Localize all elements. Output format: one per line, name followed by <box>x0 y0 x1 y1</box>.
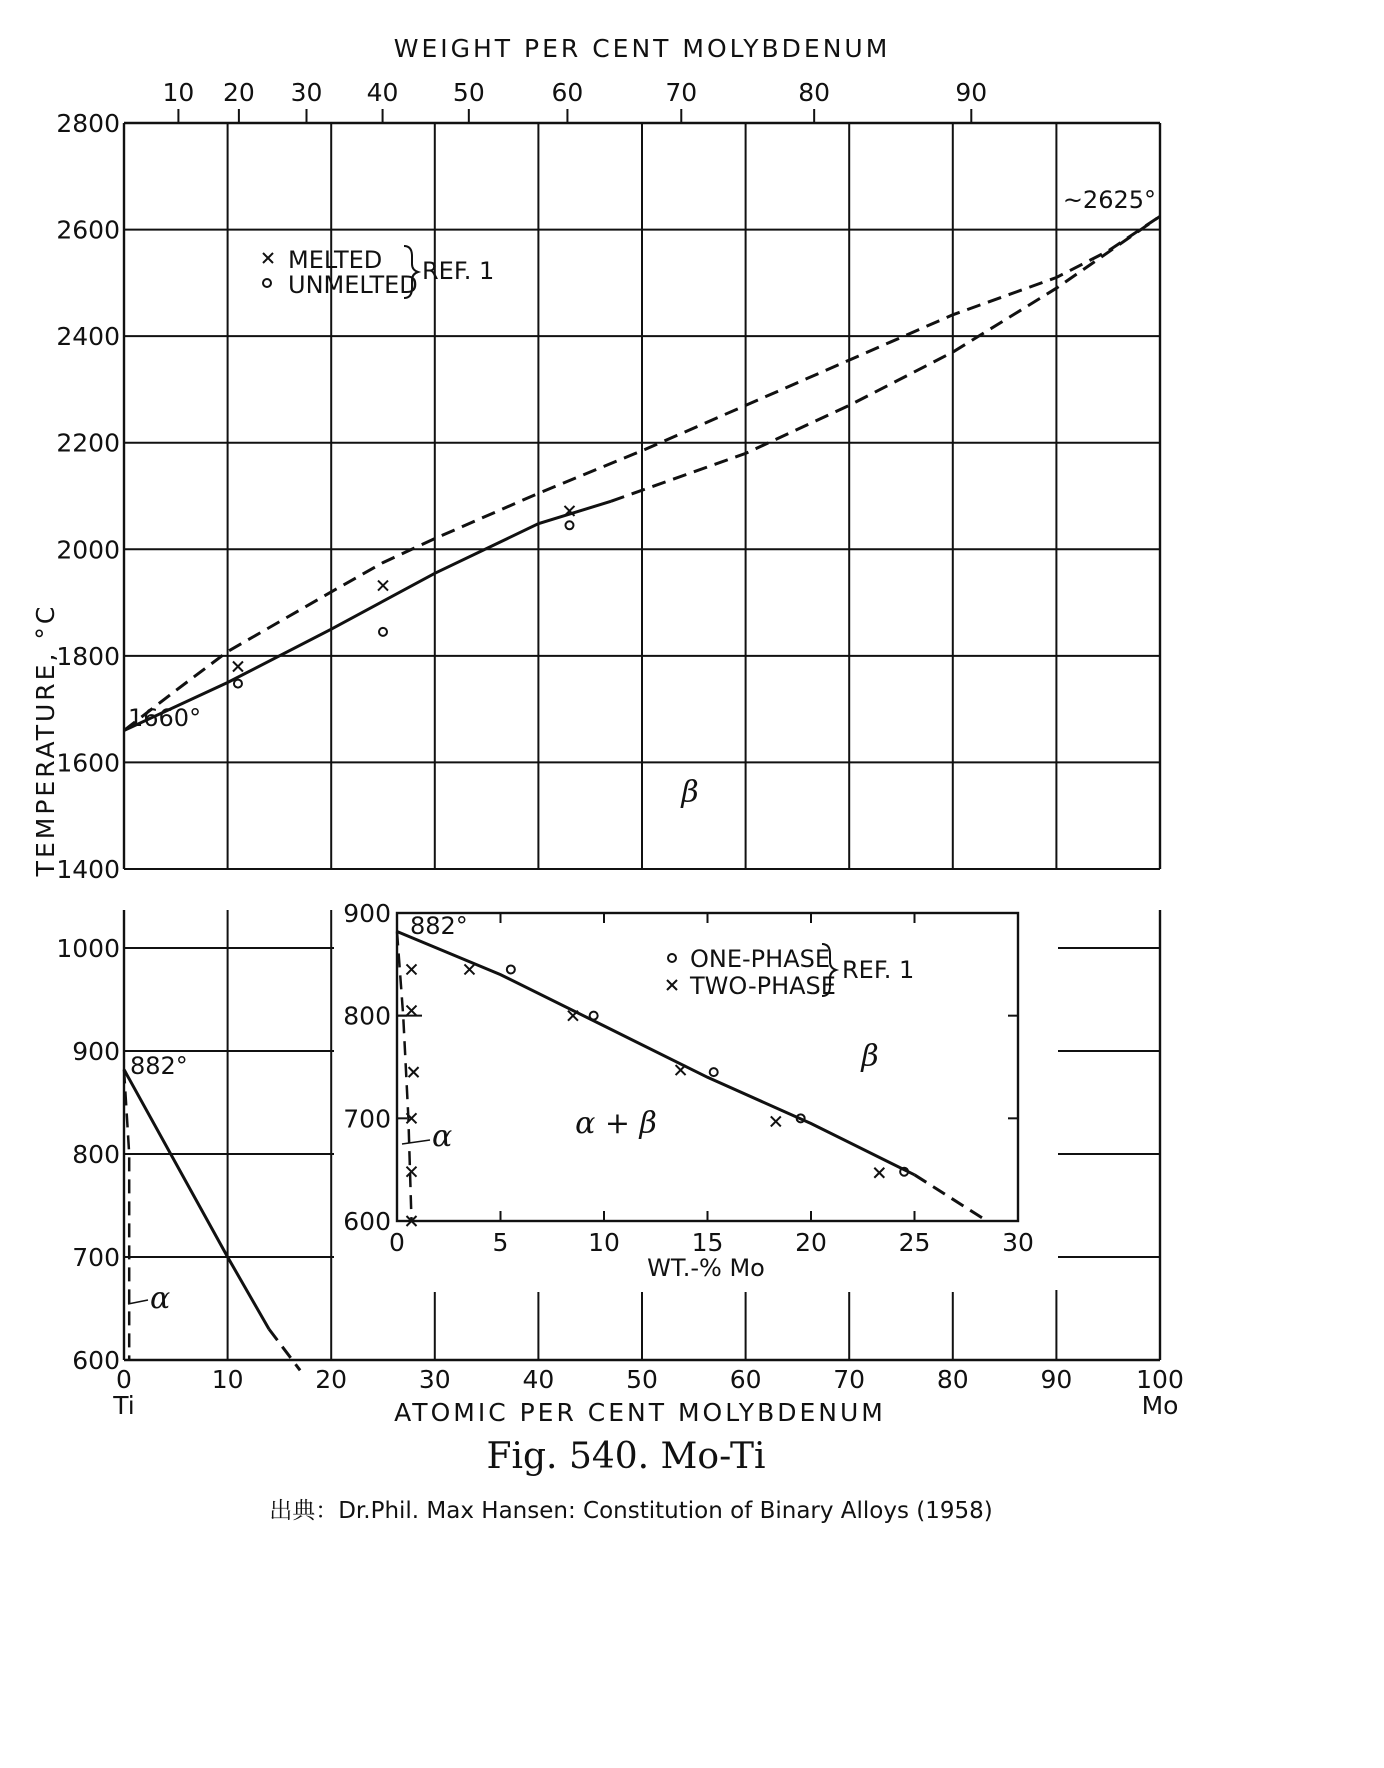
upper-y-tick-label: 2800 <box>56 109 120 138</box>
lower-y-tick-label: 1000 <box>56 934 120 963</box>
inset-x-tick-label: 10 <box>588 1228 620 1257</box>
x-tick-label: 80 <box>936 1365 969 1394</box>
top-axis-tick-label: 80 <box>798 78 831 107</box>
top-axis-tick-label: 20 <box>222 78 255 107</box>
inset-x-tick-label: 25 <box>898 1228 931 1257</box>
inset-x-tick-label: 15 <box>691 1228 724 1257</box>
legend-melted-label: MELTED <box>288 246 383 274</box>
beta-transus-line <box>124 1070 269 1330</box>
melted-point <box>378 581 388 591</box>
lower-y-tick-label: 900 <box>72 1037 120 1066</box>
melted-point <box>233 662 243 672</box>
alpha-leader <box>128 1300 148 1304</box>
x-tick-label: 40 <box>522 1365 555 1394</box>
annotation-882-main: 882° <box>130 1052 188 1080</box>
top-axis-tick-label: 90 <box>955 78 988 107</box>
inset-legend-two-phase-label: TWO-PHASE <box>690 972 836 1000</box>
inset-annotation-alpha-beta: α + β <box>575 1106 657 1141</box>
inset-annotation-beta: β <box>861 1039 879 1074</box>
lower-y-tick-label: 600 <box>72 1346 120 1375</box>
beta-transus-extrapolated <box>269 1329 300 1370</box>
x-end-label-ti: Ti <box>113 1391 135 1420</box>
x-tick-label: 30 <box>418 1365 451 1394</box>
lower-y-tick-label: 700 <box>72 1243 120 1272</box>
inset-x-tick-label: 5 <box>492 1228 509 1257</box>
lower-y-tick-label: 800 <box>72 1140 120 1169</box>
top-axis-tick-label: 50 <box>452 78 485 107</box>
upper-y-tick-label: 2600 <box>56 215 120 245</box>
y-axis-title: TEMPERATURE, °C <box>31 603 60 877</box>
inset-x-tick-label: 20 <box>795 1228 827 1257</box>
figure-source: 出典：Dr.Phil. Max Hansen: Constitution of Binary Alloys (1958) <box>269 1498 993 1524</box>
x-tick-label: 70 <box>833 1365 866 1394</box>
x-end-label-mo: Mo <box>1141 1391 1179 1420</box>
upper-y-tick-label: 1600 <box>56 748 120 778</box>
inset-annotation-882: 882° <box>410 912 468 940</box>
top-axis-tick-label: 60 <box>551 78 584 107</box>
annotation-2625: ~2625° <box>1062 186 1156 214</box>
inset-y-tick-label: 800 <box>343 1001 391 1031</box>
top-axis-tick-label: 10 <box>162 78 195 107</box>
x-tick-label: 20 <box>315 1365 348 1394</box>
top-axis-tick-label: 30 <box>290 78 323 107</box>
x-tick-label: 10 <box>211 1365 244 1394</box>
legend-melted-marker <box>263 253 273 263</box>
inset-y-tick-label: 700 <box>343 1104 391 1134</box>
upper-y-tick-label: 1800 <box>56 641 120 671</box>
upper-y-tick-label: 2000 <box>56 535 120 565</box>
figure-caption: Fig. 540. Mo-Ti <box>486 1436 766 1477</box>
unmelted-point <box>379 628 387 636</box>
top-axis-tick-label: 70 <box>665 78 698 107</box>
upper-y-tick-label: 1400 <box>56 855 120 884</box>
top-axis-tick-label: 40 <box>366 78 399 107</box>
solidus-curve-estimated <box>611 216 1160 501</box>
x-tick-label: 100 <box>1136 1365 1184 1394</box>
legend-unmelted-label: UNMELTED <box>288 271 418 299</box>
annotation-alpha-main: α <box>150 1281 171 1316</box>
x-tick-label: 0 <box>116 1365 132 1394</box>
unmelted-point <box>234 680 242 688</box>
inset-x-tick-label: 0 <box>389 1228 405 1257</box>
inset-x-axis-title: WT.-% Mo <box>647 1254 765 1282</box>
inset-y-tick-label: 900 <box>343 899 391 928</box>
x-tick-label: 90 <box>1040 1365 1073 1394</box>
legend-unmelted-marker <box>263 279 271 287</box>
inset-legend-ref-label: REF. 1 <box>842 956 915 984</box>
unmelted-point <box>565 521 573 529</box>
inset-x-tick-label: 30 <box>1002 1228 1034 1257</box>
top-axis-title: WEIGHT PER CENT MOLYBDENUM <box>393 34 891 63</box>
inset-legend-one-phase-label: ONE-PHASE <box>690 945 831 973</box>
upper-y-tick-label: 2200 <box>56 428 120 458</box>
x-tick-label: 60 <box>729 1365 762 1394</box>
inset-y-tick-label: 600 <box>343 1207 391 1236</box>
x-axis-title: ATOMIC PER CENT MOLYBDENUM <box>394 1398 886 1427</box>
upper-y-tick-label: 2400 <box>56 322 120 352</box>
legend-ref-label: REF. 1 <box>422 257 495 285</box>
annotation-beta-region: β <box>681 775 699 810</box>
x-tick-label: 50 <box>626 1365 658 1394</box>
inset-annotation-alpha: α <box>432 1119 453 1154</box>
annotation-1660: 1660° <box>128 704 202 732</box>
